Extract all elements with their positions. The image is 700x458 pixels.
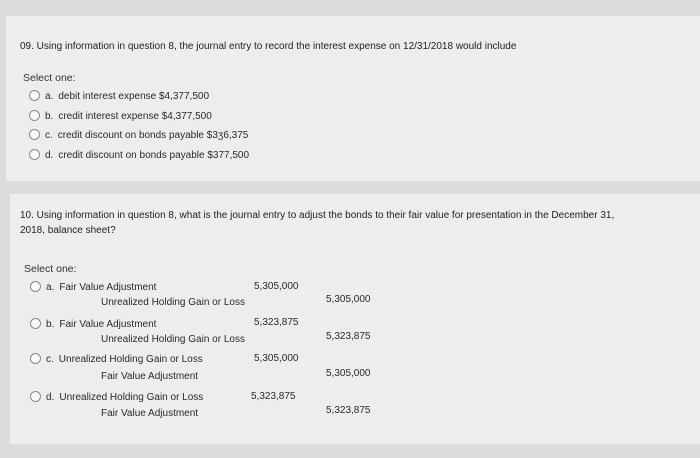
- question-9-option-c[interactable]: [29, 129, 248, 143]
- question-9-option-d[interactable]: [29, 149, 249, 163]
- radio-button-icon[interactable]: [30, 318, 41, 329]
- question-10-select-label: Select one:: [24, 263, 77, 275]
- radio-button-icon[interactable]: [29, 149, 40, 160]
- credit-amount: 5,323,875: [326, 405, 371, 416]
- radio-button-icon[interactable]: [29, 110, 40, 121]
- radio-button-icon[interactable]: [29, 129, 40, 140]
- option-letter: a.: [45, 91, 54, 102]
- question-10-option-d[interactable]: [30, 391, 203, 405]
- debit-account: Fair Value Adjustment: [59, 282, 157, 293]
- credit-account: Unrealized Holding Gain or Loss: [101, 334, 245, 345]
- option-letter: b.: [45, 111, 54, 122]
- debit-account: Fair Value Adjustment: [59, 319, 157, 330]
- question-9-card: [6, 16, 700, 181]
- option-text: credit discount on bonds payable $3ʒ6,375: [57, 130, 249, 141]
- option-letter: c.: [46, 354, 54, 365]
- option-text: credit discount on bonds payable $377,500: [58, 150, 250, 161]
- option-letter: c.: [45, 130, 53, 141]
- radio-button-icon[interactable]: [30, 281, 41, 292]
- question-10-option-c[interactable]: [30, 353, 203, 367]
- radio-button-icon[interactable]: [30, 353, 41, 364]
- debit-amount: 5,323,875: [254, 317, 299, 328]
- credit-amount: 5,305,000: [326, 294, 371, 305]
- debit-account: Unrealized Holding Gain or Loss: [58, 354, 203, 365]
- radio-button-icon[interactable]: [30, 391, 41, 402]
- option-letter: b.: [46, 319, 55, 330]
- option-letter: a.: [46, 282, 55, 293]
- question-10-option-a[interactable]: [30, 281, 156, 295]
- question-9-option-a[interactable]: [29, 90, 209, 104]
- question-9-select-label: Select one:: [23, 72, 76, 84]
- credit-amount: 5,305,000: [326, 368, 371, 379]
- credit-account: Unrealized Holding Gain or Loss: [101, 297, 245, 308]
- question-10-card: [10, 194, 700, 444]
- question-9-text: 09. Using information in question 8, the journal entry to record the interest expense on 12/31/2018 would include: [20, 41, 517, 52]
- debit-account: Unrealized Holding Gain or Loss: [59, 392, 204, 403]
- credit-amount: 5,323,875: [326, 331, 371, 342]
- question-10-text-line1: 10. Using information in question 8, what is the journal entry to adjust the bonds to their fair value for presentation in the December 31,: [20, 210, 615, 221]
- credit-account: Fair Value Adjustment: [101, 408, 199, 419]
- radio-button-icon[interactable]: [29, 90, 40, 101]
- debit-amount: 5,305,000: [254, 281, 299, 292]
- option-text: debit interest expense $4,377,500: [58, 91, 210, 102]
- question-9-option-b[interactable]: [29, 110, 212, 124]
- credit-account: Fair Value Adjustment: [101, 371, 199, 382]
- option-text: credit interest expense $4,377,500: [58, 111, 212, 122]
- debit-amount: 5,305,000: [254, 353, 299, 364]
- question-10-text-line2: 2018, balance sheet?: [20, 225, 116, 236]
- option-letter: d.: [45, 150, 54, 161]
- option-letter: d.: [46, 392, 55, 403]
- question-10-option-b[interactable]: [30, 318, 156, 332]
- debit-amount: 5,323,875: [251, 391, 296, 402]
